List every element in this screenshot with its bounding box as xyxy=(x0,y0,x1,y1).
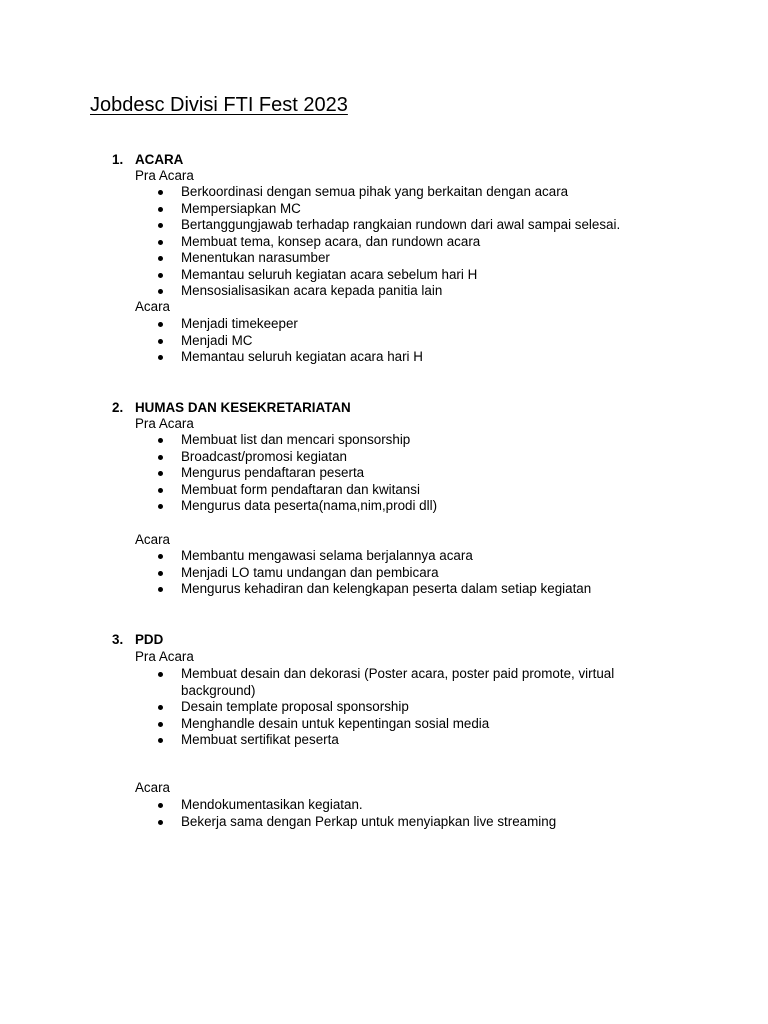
bullet-icon xyxy=(158,504,163,509)
list-item-text: Mengurus pendaftaran peserta xyxy=(181,465,365,480)
acara-list xyxy=(0,548,768,598)
list-item-text: Mempersiapkan MC xyxy=(181,200,301,216)
bullet-icon xyxy=(158,722,163,727)
list-item xyxy=(0,814,641,831)
list-item xyxy=(0,581,641,598)
list-item-text: Berkoordinasi dengan semua pihak yang berkaitan dengan acara xyxy=(181,184,569,199)
list-item xyxy=(0,465,641,482)
list-item-text: Mengurus data peserta(nama,nim,prodi dll) xyxy=(181,498,438,513)
list-item xyxy=(0,432,641,449)
acara-list xyxy=(0,797,768,830)
bullet-icon xyxy=(158,322,163,327)
pra-acara-list xyxy=(0,666,768,749)
list-item-text: Membuat desain dan dekorasi (Poster acara, poster paid promote, virtual background) xyxy=(181,666,615,698)
list-item-text: Membuat sertifikat peserta xyxy=(181,732,339,747)
list-item-text: Broadcast/promosi kegiatan xyxy=(181,448,347,464)
pra-acara-label: Pra Acara xyxy=(135,649,194,664)
bullet-icon xyxy=(158,803,163,808)
pra-acara-list xyxy=(0,432,768,515)
list-item xyxy=(0,732,641,749)
list-item xyxy=(0,449,641,466)
acara-label: Acara xyxy=(135,780,170,795)
list-item xyxy=(0,217,641,234)
list-item-text: Menghandle desain untuk kepentingan sosial media xyxy=(181,715,490,731)
list-item-text: Memantau seluruh kegiatan acara hari H xyxy=(181,349,423,364)
list-item xyxy=(0,716,641,733)
list-item xyxy=(0,666,641,699)
list-item xyxy=(0,234,641,251)
section-heading: PDD xyxy=(135,632,164,647)
bullet-icon xyxy=(158,488,163,493)
bullet-icon xyxy=(158,587,163,592)
list-item-text: Menentukan narasumber xyxy=(181,250,330,265)
list-item-text: Mendokumentasikan kegiatan. xyxy=(181,797,363,812)
bullet-icon xyxy=(158,355,163,360)
list-item xyxy=(0,349,641,366)
section-number: 3. xyxy=(112,632,124,647)
list-item xyxy=(0,548,641,565)
list-item xyxy=(0,201,641,218)
document-title: Jobdesc Divisi FTI Fest 2023 xyxy=(90,94,348,116)
bullet-icon xyxy=(158,738,163,743)
list-item xyxy=(0,184,641,201)
bullet-icon xyxy=(158,455,163,460)
bullet-icon xyxy=(158,289,163,294)
list-item xyxy=(0,797,641,814)
bullet-icon xyxy=(158,339,163,344)
bullet-icon xyxy=(158,207,163,212)
list-item-text: Membuat tema, konsep acara, dan rundown acara xyxy=(181,233,481,249)
list-item-text: Desain template proposal sponsorship xyxy=(181,699,409,714)
list-item xyxy=(0,498,641,515)
acara-list xyxy=(0,316,768,366)
list-item-text: Bekerja sama dengan Perkap untuk menyiapkan live streaming xyxy=(181,813,557,829)
list-item-text: Menjadi MC xyxy=(181,332,253,348)
bullet-icon xyxy=(158,223,163,228)
bullet-icon xyxy=(158,705,163,710)
section-heading: HUMAS DAN KESEKRETARIATAN xyxy=(135,400,351,415)
list-item xyxy=(0,316,641,333)
pra-acara-label: Pra Acara xyxy=(135,168,194,183)
section-number: 2. xyxy=(112,400,124,415)
list-item-text: Menjadi timekeeper xyxy=(181,316,298,331)
acara-label: Acara xyxy=(135,299,170,314)
acara-label: Acara xyxy=(135,532,170,547)
list-item xyxy=(0,250,641,267)
list-item-text: Menjadi LO tamu undangan dan pembicara xyxy=(181,564,439,580)
section-heading: ACARA xyxy=(135,152,184,167)
list-item-text: Mengurus kehadiran dan kelengkapan peserta dalam setiap kegiatan xyxy=(181,581,592,596)
list-item xyxy=(0,267,641,284)
pra-acara-list xyxy=(0,184,768,300)
list-item-text: Membuat list dan mencari sponsorship xyxy=(181,432,411,447)
bullet-icon xyxy=(158,273,163,278)
list-item xyxy=(0,699,641,716)
pra-acara-label: Pra Acara xyxy=(135,416,194,431)
bullet-icon xyxy=(158,256,163,261)
bullet-icon xyxy=(158,190,163,195)
list-item xyxy=(0,333,641,350)
list-item-text: Membantu mengawasi selama berjalannya acara xyxy=(181,548,473,563)
bullet-icon xyxy=(158,820,163,825)
list-item-text: Memantau seluruh kegiatan acara sebelum hari H xyxy=(181,266,478,282)
list-item-text: Membuat form pendaftaran dan kwitansi xyxy=(181,481,420,497)
list-item-text: Mensosialisasikan acara kepada panitia lain xyxy=(181,283,443,298)
list-item xyxy=(0,565,641,582)
list-item-text: Bertanggungjawab terhadap rangkaian rundown dari awal sampai selesai. xyxy=(181,217,621,232)
bullet-icon xyxy=(158,554,163,559)
bullet-icon xyxy=(158,672,163,677)
list-item xyxy=(0,482,641,499)
bullet-icon xyxy=(158,438,163,443)
bullet-icon xyxy=(158,471,163,476)
bullet-icon xyxy=(158,240,163,245)
list-item xyxy=(0,283,641,300)
bullet-icon xyxy=(158,571,163,576)
section-number: 1. xyxy=(112,152,124,167)
